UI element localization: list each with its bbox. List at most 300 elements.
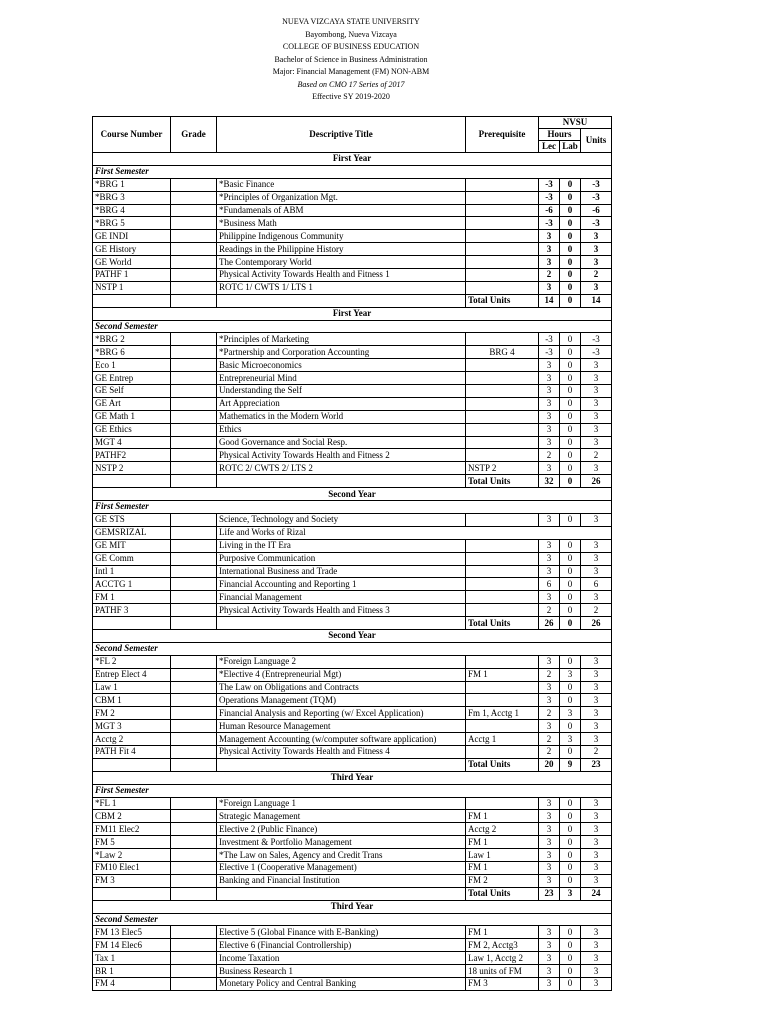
descriptive-title: Elective 5 (Global Finance with E-Banking)	[217, 926, 466, 939]
lab-hours: 0	[560, 978, 581, 991]
lec-hours: 3	[539, 436, 560, 449]
lec-hours: 2	[539, 449, 560, 462]
course-number: GEMSRIZAL	[93, 526, 171, 539]
lab-hours: 0	[560, 217, 581, 230]
grade-cell[interactable]	[171, 410, 217, 423]
grade-cell[interactable]	[171, 346, 217, 359]
total-lec: 26	[539, 617, 560, 630]
lec-hours: 2	[539, 733, 560, 746]
grade-cell[interactable]	[171, 385, 217, 398]
year-heading: Third Year	[93, 771, 612, 784]
descriptive-title: Good Governance and Social Resp.	[217, 436, 466, 449]
lab-hours: 0	[560, 191, 581, 204]
lab-hours: 0	[560, 720, 581, 733]
grade-cell[interactable]	[171, 372, 217, 385]
semester-heading-row	[93, 913, 612, 926]
descriptive-title: Financial Analysis and Reporting (w/ Excel Application)	[217, 707, 466, 720]
table-row	[93, 694, 612, 707]
grade-cell[interactable]	[171, 874, 217, 887]
lab-hours: 0	[560, 397, 581, 410]
lab-hours: 0	[560, 655, 581, 668]
lab-hours: 0	[560, 539, 581, 552]
descriptive-title: Understanding the Self	[217, 385, 466, 398]
units: 3	[581, 694, 612, 707]
units: 3	[581, 552, 612, 565]
units: 3	[581, 733, 612, 746]
descriptive-title: Financial Accounting and Reporting 1	[217, 578, 466, 591]
lab-hours: 0	[560, 372, 581, 385]
col-units: Units	[581, 129, 612, 153]
lec-hours: 3	[539, 926, 560, 939]
course-number: Intl 1	[93, 565, 171, 578]
lab-hours: 0	[560, 269, 581, 282]
units: 3	[581, 281, 612, 294]
lec-hours: 3	[539, 385, 560, 398]
lec-hours: 3	[539, 823, 560, 836]
grade-cell[interactable]	[171, 939, 217, 952]
grade-cell[interactable]	[171, 823, 217, 836]
lec-hours: 3	[539, 939, 560, 952]
descriptive-title: Income Taxation	[217, 952, 466, 965]
prerequisite	[466, 191, 539, 204]
table-row	[93, 436, 612, 449]
semester-heading-row	[93, 784, 612, 797]
grade-cell[interactable]	[171, 397, 217, 410]
prerequisite	[466, 410, 539, 423]
lec-hours: 3	[539, 513, 560, 526]
grade-cell[interactable]	[171, 591, 217, 604]
units: 3	[581, 952, 612, 965]
prerequisite: Law 1	[466, 849, 539, 862]
prerequisite	[466, 539, 539, 552]
table-row	[93, 874, 612, 887]
lec-hours: 3	[539, 810, 560, 823]
table-row	[93, 281, 612, 294]
grade-cell[interactable]	[171, 797, 217, 810]
lab-hours: 0	[560, 836, 581, 849]
table-row	[93, 204, 612, 217]
lec-hours: -6	[539, 204, 560, 217]
total-lec: 32	[539, 475, 560, 488]
descriptive-title: Physical Activity Towards Health and Fitness 1	[217, 269, 466, 282]
university-location: Bayombong, Nueva Vizcaya	[305, 29, 397, 39]
descriptive-title: Physical Activity Towards Health and Fitness 4	[217, 745, 466, 758]
descriptive-title: Physical Activity Towards Health and Fitness 2	[217, 449, 466, 462]
prerequisite	[466, 217, 539, 230]
total-units-row	[93, 617, 612, 630]
lec-hours: -3	[539, 217, 560, 230]
university-name: NUEVA VIZCAYA STATE UNIVERSITY	[282, 17, 420, 26]
course-number: *BRG 4	[93, 204, 171, 217]
table-row	[93, 978, 612, 991]
descriptive-title: Business Research 1	[217, 965, 466, 978]
prerequisite	[466, 655, 539, 668]
lab-hours: 0	[560, 952, 581, 965]
lec-hours: -3	[539, 178, 560, 191]
prerequisite: FM 1	[466, 810, 539, 823]
grade-cell[interactable]	[171, 436, 217, 449]
prerequisite: FM 1	[466, 836, 539, 849]
empty-cell	[217, 887, 466, 900]
prerequisite: Law 1, Acctg 2	[466, 952, 539, 965]
grade-cell[interactable]	[171, 926, 217, 939]
lab-hours: 0	[560, 436, 581, 449]
table-row	[93, 230, 612, 243]
table-row	[93, 861, 612, 874]
col-course-number: Course Number	[93, 117, 171, 153]
lab-hours: 0	[560, 333, 581, 346]
empty-cell	[93, 475, 171, 488]
course-number: *FL 1	[93, 797, 171, 810]
table-row	[93, 539, 612, 552]
units: 3	[581, 436, 612, 449]
total-units-row	[93, 887, 612, 900]
empty-cell	[217, 475, 466, 488]
course-number: CBM 1	[93, 694, 171, 707]
grade-cell[interactable]	[171, 565, 217, 578]
prerequisite: FM 1	[466, 861, 539, 874]
descriptive-title: ROTC 1/ CWTS 1/ LTS 1	[217, 281, 466, 294]
table-row	[93, 591, 612, 604]
descriptive-title: *Foreign Language 2	[217, 655, 466, 668]
grade-cell[interactable]	[171, 668, 217, 681]
course-number: GE World	[93, 256, 171, 269]
units: 2	[581, 745, 612, 758]
course-number: PATHF2	[93, 449, 171, 462]
course-number: MGT 3	[93, 720, 171, 733]
course-number: FM10 Elec1	[93, 861, 171, 874]
course-number: ACCTG 1	[93, 578, 171, 591]
prerequisite	[466, 385, 539, 398]
table-row	[93, 269, 612, 282]
grade-cell[interactable]	[171, 513, 217, 526]
year-heading-row	[93, 629, 612, 642]
course-number: FM 4	[93, 978, 171, 991]
prerequisite: Acctg 2	[466, 823, 539, 836]
units: 3	[581, 655, 612, 668]
descriptive-title: Basic Microeconomics	[217, 359, 466, 372]
prerequisite	[466, 372, 539, 385]
grade-cell[interactable]	[171, 281, 217, 294]
prerequisite: FM 2, Acctg3	[466, 939, 539, 952]
course-number: GE Entrep	[93, 372, 171, 385]
grade-cell[interactable]	[171, 965, 217, 978]
table-row	[93, 720, 612, 733]
course-number: PATHF 3	[93, 604, 171, 617]
table-row	[93, 243, 612, 256]
lec-hours: -3	[539, 191, 560, 204]
prerequisite	[466, 269, 539, 282]
lab-hours: 0	[560, 939, 581, 952]
lec-hours: 3	[539, 565, 560, 578]
grade-cell[interactable]	[171, 733, 217, 746]
descriptive-title: Philippine Indigenous Community	[217, 230, 466, 243]
units: 3	[581, 836, 612, 849]
table-row	[93, 191, 612, 204]
year-heading-row	[93, 900, 612, 913]
lec-hours: 3	[539, 230, 560, 243]
units: 3	[581, 359, 612, 372]
col-descriptive-title: Descriptive Title	[217, 117, 466, 153]
grade-cell[interactable]	[171, 578, 217, 591]
grade-cell[interactable]	[171, 191, 217, 204]
semester-heading: Second Semester	[93, 913, 612, 926]
descriptive-title: Elective 6 (Financial Controllership)	[217, 939, 466, 952]
table-row	[93, 423, 612, 436]
descriptive-title: Investment & Portfolio Management	[217, 836, 466, 849]
semester-heading: Second Semester	[93, 642, 612, 655]
prerequisite	[466, 359, 539, 372]
course-number: GE Art	[93, 397, 171, 410]
total-lab: 0	[560, 617, 581, 630]
lec-hours: 3	[539, 256, 560, 269]
document-header	[92, 16, 610, 104]
units: 3	[581, 939, 612, 952]
table-row	[93, 372, 612, 385]
units: 3	[581, 243, 612, 256]
col-lab: Lab	[560, 141, 581, 153]
course-number: GE MIT	[93, 539, 171, 552]
table-row	[93, 359, 612, 372]
course-number: GE INDI	[93, 230, 171, 243]
lec-hours: 3	[539, 681, 560, 694]
year-heading: Second Year	[93, 488, 612, 501]
grade-cell[interactable]	[171, 230, 217, 243]
descriptive-title: The Law on Obligations and Contracts	[217, 681, 466, 694]
semester-heading: First Semester	[93, 501, 612, 514]
units: -3	[581, 191, 612, 204]
prerequisite: FM 2	[466, 874, 539, 887]
lec-hours: 3	[539, 552, 560, 565]
grade-cell[interactable]	[171, 655, 217, 668]
lab-hours: 0	[560, 359, 581, 372]
units: 3	[581, 926, 612, 939]
lab-hours: 0	[560, 849, 581, 862]
descriptive-title: Living in the IT Era	[217, 539, 466, 552]
prerequisite: FM 1	[466, 926, 539, 939]
table-row	[93, 745, 612, 758]
prerequisite: Fm 1, Acctg 1	[466, 707, 539, 720]
grade-cell[interactable]	[171, 256, 217, 269]
lec-hours: 3	[539, 372, 560, 385]
lec-hours: 3	[539, 952, 560, 965]
grade-cell[interactable]	[171, 359, 217, 372]
units: 3	[581, 591, 612, 604]
empty-cell	[171, 294, 217, 307]
lec-hours: 6	[539, 578, 560, 591]
grade-cell[interactable]	[171, 849, 217, 862]
grade-cell[interactable]	[171, 333, 217, 346]
units: 3	[581, 965, 612, 978]
lab-hours: 3	[560, 707, 581, 720]
grade-cell[interactable]	[171, 178, 217, 191]
grade-cell[interactable]	[171, 810, 217, 823]
year-heading-row	[93, 307, 612, 320]
table-row	[93, 513, 612, 526]
grade-cell[interactable]	[171, 707, 217, 720]
lec-hours: -3	[539, 333, 560, 346]
lab-hours: 0	[560, 874, 581, 887]
curriculum-table	[92, 116, 612, 991]
lab-hours: 0	[560, 823, 581, 836]
grade-cell[interactable]	[171, 204, 217, 217]
lec-hours: 2	[539, 604, 560, 617]
table-row	[93, 578, 612, 591]
prerequisite: FM 3	[466, 978, 539, 991]
empty-cell	[171, 887, 217, 900]
grade-cell[interactable]	[171, 681, 217, 694]
prerequisite	[466, 243, 539, 256]
total-lab: 9	[560, 758, 581, 771]
grade-cell[interactable]	[171, 462, 217, 475]
course-number: Eco 1	[93, 359, 171, 372]
descriptive-title: ROTC 2/ CWTS 2/ LTS 2	[217, 462, 466, 475]
prerequisite	[466, 436, 539, 449]
grade-cell[interactable]	[171, 978, 217, 991]
descriptive-title: Physical Activity Towards Health and Fitness 3	[217, 604, 466, 617]
total-lab: 0	[560, 294, 581, 307]
lab-hours	[560, 526, 581, 539]
total-lec: 20	[539, 758, 560, 771]
lec-hours: 2	[539, 745, 560, 758]
empty-cell	[93, 758, 171, 771]
semester-heading: Second Semester	[93, 320, 612, 333]
lec-hours: -3	[539, 346, 560, 359]
course-number: MGT 4	[93, 436, 171, 449]
course-number: *BRG 3	[93, 191, 171, 204]
total-units: 24	[581, 887, 612, 900]
course-number: GE History	[93, 243, 171, 256]
prerequisite	[466, 204, 539, 217]
descriptive-title: Financial Management	[217, 591, 466, 604]
prerequisite	[466, 230, 539, 243]
table-row	[93, 926, 612, 939]
grade-cell[interactable]	[171, 217, 217, 230]
descriptive-title: The Contemporary World	[217, 256, 466, 269]
lab-hours: 0	[560, 578, 581, 591]
prerequisite	[466, 694, 539, 707]
prerequisite	[466, 745, 539, 758]
grade-cell[interactable]	[171, 720, 217, 733]
lec-hours: 2	[539, 668, 560, 681]
prerequisite	[466, 256, 539, 269]
grade-cell[interactable]	[171, 861, 217, 874]
units: 3	[581, 681, 612, 694]
year-heading: Third Year	[93, 900, 612, 913]
units	[581, 526, 612, 539]
descriptive-title: *The Law on Sales, Agency and Credit Trans	[217, 849, 466, 862]
lab-hours: 0	[560, 256, 581, 269]
lec-hours: 3	[539, 797, 560, 810]
units: 3	[581, 230, 612, 243]
course-number: *BRG 2	[93, 333, 171, 346]
table-row	[93, 526, 612, 539]
semester-heading-row	[93, 320, 612, 333]
course-number: GE Ethics	[93, 423, 171, 436]
lab-hours: 0	[560, 243, 581, 256]
lab-hours: 0	[560, 681, 581, 694]
units: 3	[581, 861, 612, 874]
total-units-label: Total Units	[466, 294, 539, 307]
table-row	[93, 707, 612, 720]
year-heading-row	[93, 488, 612, 501]
table-row	[93, 823, 612, 836]
units: 3	[581, 849, 612, 862]
units: 3	[581, 410, 612, 423]
course-number: NSTP 1	[93, 281, 171, 294]
table-row	[93, 681, 612, 694]
course-number: *BRG 5	[93, 217, 171, 230]
table-row	[93, 810, 612, 823]
descriptive-title: *Basic Finance	[217, 178, 466, 191]
lec-hours: 3	[539, 397, 560, 410]
lab-hours: 0	[560, 591, 581, 604]
total-units-row	[93, 475, 612, 488]
program-name: Bachelor of Science in Business Administration	[274, 54, 428, 64]
grade-cell[interactable]	[171, 952, 217, 965]
grade-cell[interactable]	[171, 449, 217, 462]
table-row	[93, 333, 612, 346]
table-row	[93, 552, 612, 565]
lec-hours: 3	[539, 591, 560, 604]
grade-cell[interactable]	[171, 745, 217, 758]
semester-heading-row	[93, 165, 612, 178]
grade-cell[interactable]	[171, 552, 217, 565]
prerequisite	[466, 178, 539, 191]
grade-cell[interactable]	[171, 423, 217, 436]
col-grade: Grade	[171, 117, 217, 153]
prerequisite	[466, 565, 539, 578]
college-name: COLLEGE OF BUSINESS EDUCATION	[282, 42, 420, 51]
lec-hours: 2	[539, 707, 560, 720]
empty-cell	[217, 758, 466, 771]
year-heading: Second Year	[93, 629, 612, 642]
lab-hours: 0	[560, 449, 581, 462]
year-heading-row	[93, 771, 612, 784]
grade-cell[interactable]	[171, 526, 217, 539]
grade-cell[interactable]	[171, 604, 217, 617]
descriptive-title: *Principles of Organization Mgt.	[217, 191, 466, 204]
total-lab: 3	[560, 887, 581, 900]
descriptive-title: *Principles of Marketing	[217, 333, 466, 346]
lec-hours	[539, 526, 560, 539]
course-number: FM 5	[93, 836, 171, 849]
grade-cell[interactable]	[171, 539, 217, 552]
descriptive-title: Life and Works of Rizal	[217, 526, 466, 539]
lec-hours: 3	[539, 410, 560, 423]
grade-cell[interactable]	[171, 269, 217, 282]
prerequisite	[466, 591, 539, 604]
units: 3	[581, 397, 612, 410]
table-row	[93, 939, 612, 952]
empty-cell	[171, 475, 217, 488]
grade-cell[interactable]	[171, 243, 217, 256]
total-units-label: Total Units	[466, 758, 539, 771]
lab-hours: 0	[560, 178, 581, 191]
lab-hours: 0	[560, 694, 581, 707]
year-heading: First Year	[93, 153, 612, 166]
lab-hours: 0	[560, 204, 581, 217]
grade-cell[interactable]	[171, 694, 217, 707]
units: -6	[581, 204, 612, 217]
grade-cell[interactable]	[171, 836, 217, 849]
prerequisite	[466, 552, 539, 565]
lec-hours: 3	[539, 539, 560, 552]
semester-heading: First Semester	[93, 784, 612, 797]
lab-hours: 3	[560, 733, 581, 746]
table-row	[93, 178, 612, 191]
lab-hours: 3	[560, 668, 581, 681]
